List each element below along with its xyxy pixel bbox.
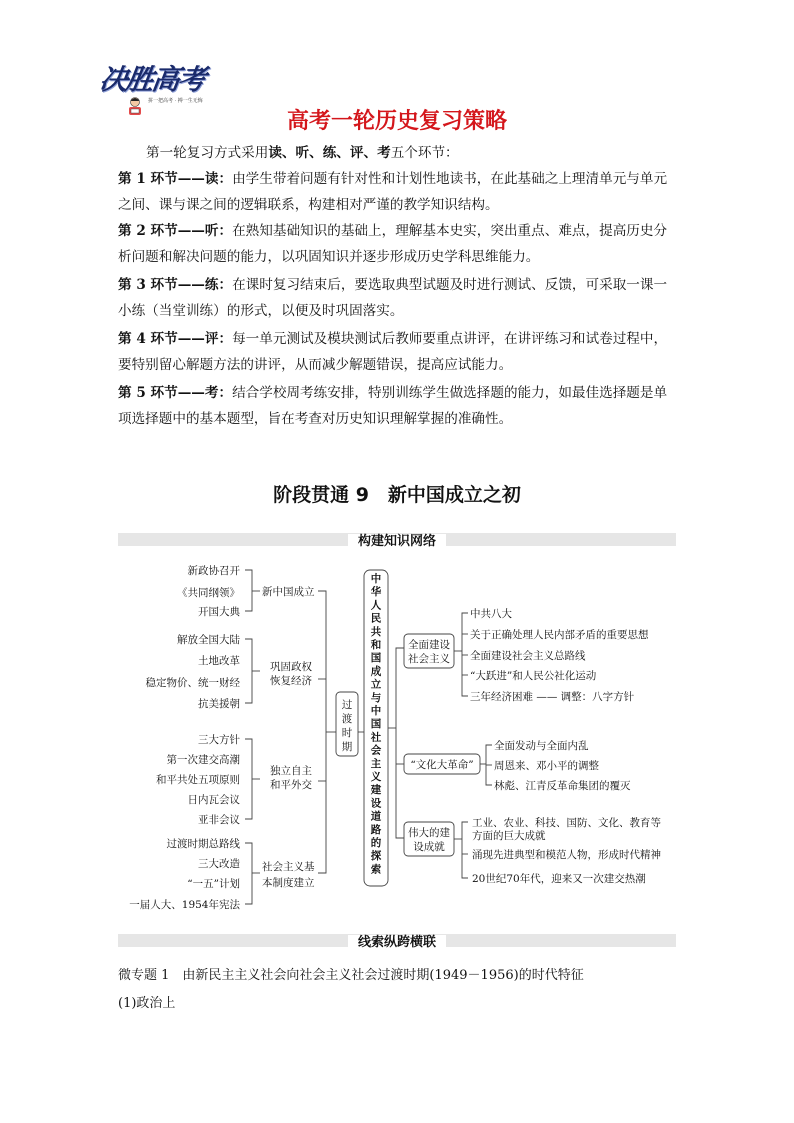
mm-center-char: 与 — [370, 691, 382, 704]
mm-item: 三大方针 — [198, 734, 240, 746]
section-title: 阶段贯通 9 新中国成立之初 — [273, 484, 521, 506]
mm-group: 恢复经济 — [270, 675, 312, 687]
mm-item: 亚非会议 — [198, 814, 240, 826]
mm-item: 涌现先进典型和模范人物，形成时代精神 — [472, 849, 661, 861]
mm-center-char: 共 — [370, 625, 382, 638]
mm-center-char: 中 — [370, 705, 382, 717]
sub-heading: (1)政治上 — [118, 996, 176, 1011]
mm-group: 设成就 — [413, 841, 445, 853]
mm-item: 日内瓦会议 — [187, 794, 240, 806]
mm-center-char: 索 — [370, 863, 382, 876]
mm-center-char: 华 — [370, 586, 382, 599]
mm-item: 土地改革 — [198, 655, 240, 667]
step-2 — [118, 218, 678, 270]
mm-center-char: 社 — [370, 731, 382, 744]
step-text: 结合学校周考练安排，特别训练学生做选择题的能力，如最佳选择题是单项选择题中的基本题型，旨在考查对历史知识理解掌握的准确性。 — [118, 385, 668, 427]
mm-bracket-main — [396, 648, 404, 838]
mm-item: 林彪、江青反革命集团的覆灭 — [494, 780, 631, 792]
step-label: 第 4 环节——评： — [118, 331, 233, 347]
mm-item: 工业、农业、科技、国防、文化、教育等 — [472, 817, 661, 829]
step-5 — [118, 380, 678, 432]
mm-center-char: 人 — [370, 599, 382, 612]
mm-item: “一五”计划 — [187, 878, 240, 890]
mm-item: 方面的巨大成就 — [472, 830, 546, 842]
bar-2-text: 线索纵跨横联 — [348, 935, 446, 950]
mm-center-char: 和 — [370, 639, 382, 651]
mm-center-char: 设 — [370, 797, 382, 810]
mm-item: 抗美援朝 — [198, 698, 240, 710]
mm-center-char: 探 — [370, 850, 382, 863]
mm-center-char: 主 — [370, 757, 382, 770]
mm-item: 周恩来、邓小平的调整 — [494, 760, 599, 772]
intro-bold: 读、听、练、评、考 — [268, 145, 391, 161]
mm-transition: 时 — [341, 727, 353, 739]
intro-prefix: 第一轮复习方式采用 — [146, 145, 269, 161]
step-label: 第 2 环节——听： — [118, 223, 233, 239]
mm-item: 全面发动与全面内乱 — [494, 740, 589, 752]
mm-group: 独立自主 — [270, 765, 312, 777]
mm-center-char: 建 — [370, 784, 382, 797]
mm-bracket — [245, 570, 252, 611]
mm-center-char: 民 — [370, 612, 382, 625]
step-1 — [118, 166, 678, 218]
mm-center-char: 立 — [370, 678, 382, 691]
bar-1-text: 构建知识网络 — [348, 534, 446, 549]
step-4 — [118, 326, 678, 378]
mm-transition: 过 — [341, 699, 353, 711]
step-label: 第 5 环节——考： — [118, 385, 233, 401]
page-title: 高考一轮历史复习策略 — [286, 109, 507, 134]
mm-item: 一届人大、1954年宪法 — [129, 899, 240, 911]
mm-center-char: 国 — [370, 718, 382, 731]
mm-item: 解放全国大陆 — [177, 634, 240, 646]
mm-center-char: 中 — [370, 573, 382, 585]
mm-bracket — [462, 613, 468, 696]
step-label: 第 1 环节——读： — [118, 171, 233, 187]
mm-center-text — [370, 572, 382, 875]
mm-item: “大跃进”和人民公社化运动 — [470, 670, 597, 682]
step-text: 在课时复习结束后，要选取典型试题及时进行测试、反馈，可采取一课一小练（当堂训练）的形式，以便及时巩固落实。 — [118, 277, 668, 319]
mm-transition: 渡 — [341, 713, 353, 725]
mm-item: 全面建设社会主义总路线 — [470, 650, 586, 662]
mm-center-char: 路 — [370, 823, 382, 836]
mm-group: 全面建设 — [408, 639, 450, 651]
knowledge-mindmap — [110, 552, 690, 922]
step-text: 由学生带着问题有针对性和计划性地读书，在此基础之上理清单元与单元之间、课与课之间的逻辑联系，构建相对严谨的教学知识结构。 — [118, 171, 668, 213]
mm-bracket — [245, 843, 252, 904]
mm-item: 20世纪70年代，迎来又一次建交热潮 — [472, 873, 646, 885]
mm-item: 开国大典 — [198, 606, 240, 618]
mm-center-char: 会 — [370, 744, 382, 757]
mm-transition: 期 — [341, 741, 353, 753]
mm-group: 本制度建立 — [262, 877, 315, 889]
mm-item: 三年经济困难 —— 调整：八字方针 — [470, 691, 635, 703]
mm-item: 中共八大 — [470, 608, 512, 620]
mm-item: 过渡时期总路线 — [166, 838, 240, 850]
step-text: 在熟知基础知识的基础上，理解基本史实，突出重点、难点，提高历史分析问题和解决问题的能力，以巩固知识并逐步形成历史学科思维能力。 — [118, 223, 668, 265]
mm-center-char: 国 — [370, 652, 382, 665]
intro-paragraph — [118, 140, 678, 166]
section-bar-1-label — [0, 530, 794, 549]
section-bar-2-label — [0, 931, 794, 950]
mm-group: 社会主义 — [408, 653, 450, 665]
mm-item: 关于正确处理人民内部矛盾的重要思想 — [470, 629, 649, 641]
mm-item: 《共同纲领》 — [177, 587, 240, 599]
mm-bracket-main — [318, 591, 326, 873]
mm-item: 稳定物价、统一财经 — [145, 677, 240, 689]
logo-slogan: 拼一把高考 · 搏一生无悔 — [148, 98, 203, 104]
mm-center-char: 道 — [370, 810, 382, 823]
mm-group: 社会主义基 — [262, 861, 315, 873]
step-text: 每一单元测试及模块测试后教师要重点讲评，在讲评练习和试卷过程中，要特别留心解题方法的讲评，从而减少解题错误，提高应试能力。 — [118, 331, 668, 373]
mm-group: 新中国成立 — [262, 586, 315, 598]
mm-item: 新政协召开 — [187, 565, 240, 577]
mm-item: 三大改造 — [198, 858, 240, 870]
mm-item: 第一次建交高潮 — [166, 754, 240, 766]
mm-center-char: 成 — [370, 665, 382, 678]
logo-text: 决胜高考 — [97, 63, 207, 96]
mm-group: “文化大革命” — [410, 759, 474, 771]
mm-center-char: 的 — [370, 837, 382, 849]
step-3 — [118, 272, 678, 324]
mm-group: 巩固政权 — [270, 661, 312, 673]
mm-group: 和平外交 — [270, 779, 312, 791]
mm-bracket — [462, 822, 468, 878]
mm-bracket — [245, 639, 252, 703]
mm-item: 和平共处五项原则 — [156, 774, 240, 786]
step-label: 第 3 环节——练： — [118, 277, 233, 293]
mm-group: 伟大的建 — [408, 827, 450, 839]
intro-suffix: 五个环节： — [390, 145, 459, 161]
mm-center-char: 义 — [370, 771, 382, 783]
mm-bracket — [245, 739, 252, 819]
micro-topic-heading: 微专题 1 由新民主主义社会向社会主义社会过渡时期(1949－1956)的时代特征 — [118, 968, 584, 983]
